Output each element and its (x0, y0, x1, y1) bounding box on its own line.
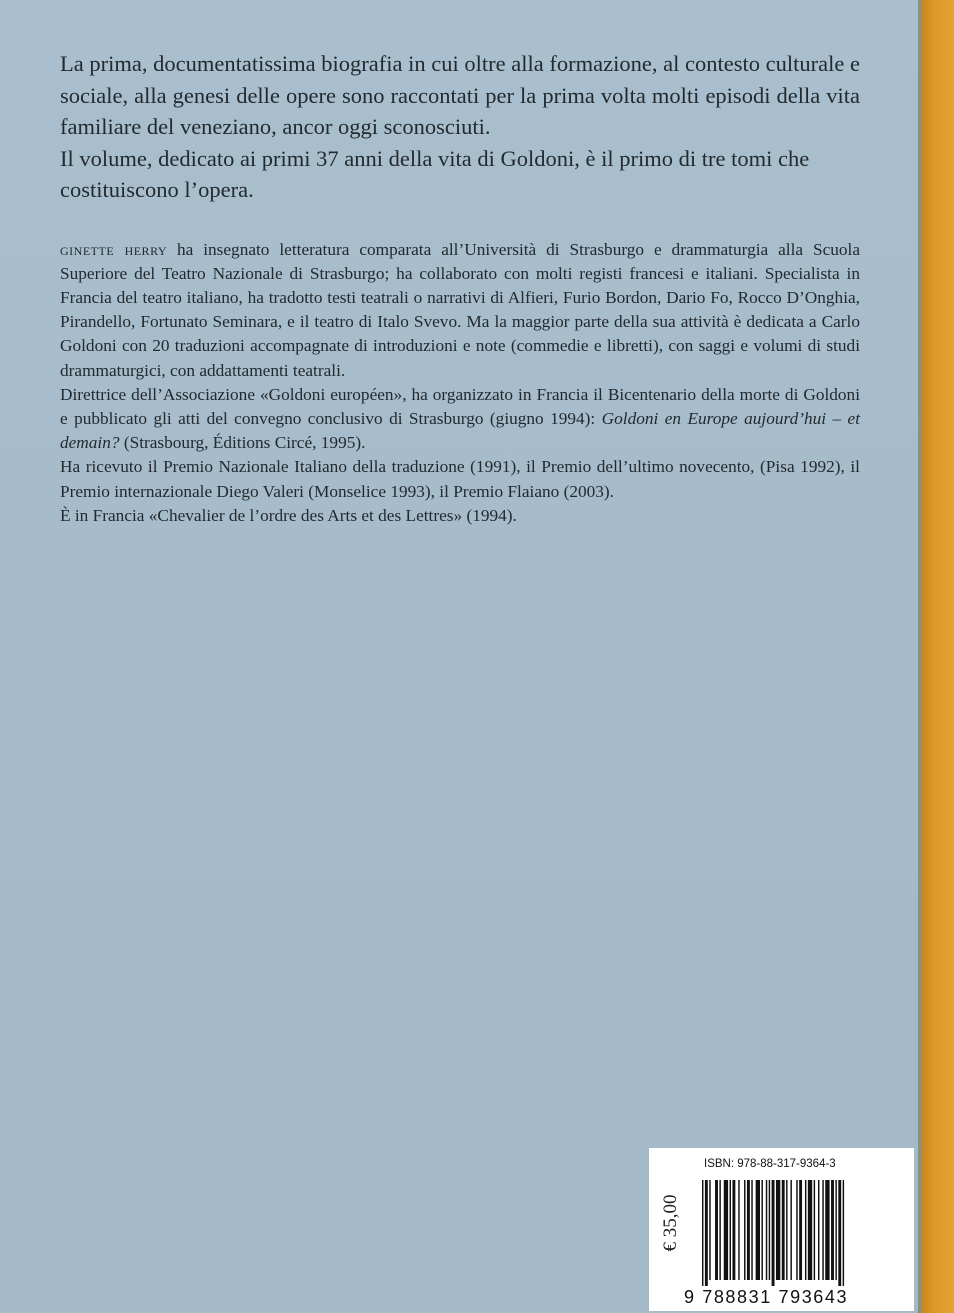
book-spine (922, 0, 954, 1313)
book-title: Goldoni en Europe aujourd’hui – et demain? (60, 408, 861, 453)
bio-paragraph-1 (60, 238, 860, 383)
ean-digits: 9 788831 793643 (684, 1287, 849, 1307)
author-name: ginette herry (60, 239, 168, 259)
bio-paragraph-4: È in Francia «Chevalier de l’ordre des Arts et des Lettres» (1994). (60, 505, 517, 525)
isbn-label: ISBN: 978-88-317-9364-3 (704, 1158, 836, 1170)
bio-paragraph-3: Ha ricevuto il Premio Nazionale Italiano della traduzione (1991), il Premio dell’ultimo novecento, (Pisa 1992), il Premio internazionale Diego Valeri (Monselice 1993), il Premio Flaiano (2003). (60, 457, 860, 501)
back-cover-text (60, 48, 860, 528)
blurb-paragraph-2: Il volume, dedicato ai primi 37 anni della vita di Goldoni, è il primo di tre tomi che costituiscono l’opera. (60, 145, 810, 202)
blurb (60, 48, 860, 206)
barcode-icon (700, 1180, 900, 1286)
bio-paragraph-2 (60, 383, 860, 456)
bio-paragraph-2-end: (Strasbourg, Éditions Circé, 1995). (119, 433, 366, 453)
bio-paragraph-1-text: ha insegnato letteratura comparata all’Università di Strasburgo e drammaturgia alla Scuola Superiore del Teatro Nazionale di Strasburgo; ha collaborato con molti registi francesi e italiani. Specialista in Francia del teatro italiano, ha tradotto testi teatrali o narrativi di Alfieri, Furio Bordon, Dario Fo, Rocco D’Onghia, Pirandello, Fortunato Seminara, e il teatro di Italo Svevo. Ma la maggior parte della sua attività è dedicata a Carlo Goldoni con 20 traduzioni accompagnate di introduzioni e note (commedie e libretti), con saggi e volumi di studi drammaturgici, con addattamenti teatrali. (60, 239, 860, 380)
bio-paragraph-2-text: Direttrice dell’Associazione «Goldoni européen», ha organizzato in Francia il Bicentenario della morte di Goldoni e pubblicato gli atti del convegno conclusivo di Strasburgo (giugno 1994): (60, 384, 860, 428)
author-bio (60, 238, 860, 528)
blurb-paragraph-1: La prima, documentatissima biografia in cui oltre alla formazione, al contesto culturale e sociale, alla genesi delle opere sono raccontati per la prima volta molti episodi della vita familiare del veneziano, ancor oggi sconosciuti. (60, 51, 860, 139)
price-label: € 35,00 (660, 1194, 681, 1252)
